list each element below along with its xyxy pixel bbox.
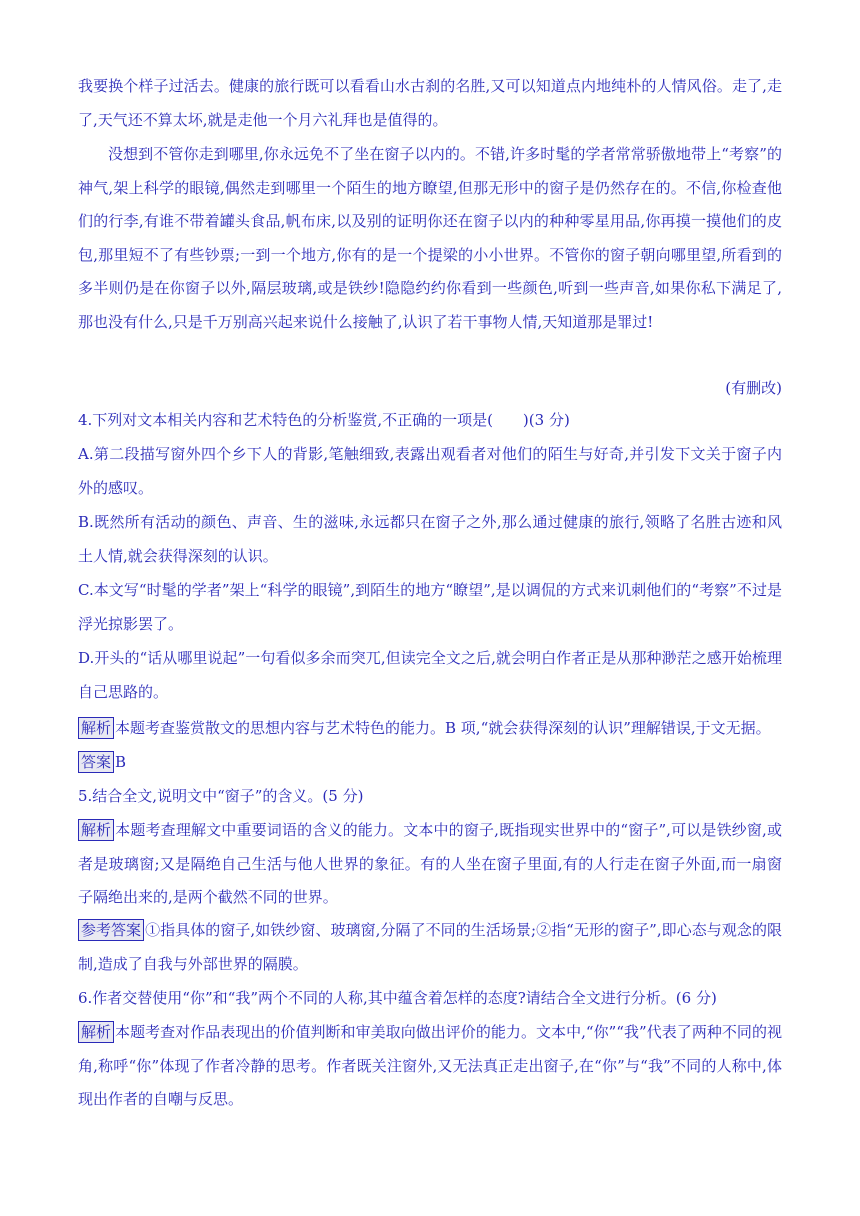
analysis-label: 解析 (78, 717, 114, 739)
question-4-option-a: A.第二段描写窗外四个乡下人的背影,笔触细致,表露出观看者对他们的陌生与好奇,并引发下文关于窗子内外的感叹。 (78, 445, 782, 497)
question-5-answer-text: ①指具体的窗子,如铁纱窗、玻璃窗,分隔了不同的生活场景;②指“无形的窗子”,即心态与观念的限制,造成了自我与外部世界的隔膜。 (78, 921, 782, 973)
analysis-label: 解析 (78, 1021, 114, 1043)
question-4-analysis (78, 712, 782, 746)
question-4-option-b: B.既然所有活动的颜色、声音、生的滋味,永远都只在窗子之外,那么通过健康的旅行,领略了名胜古迹和风土人情,就会获得深刻的认识。 (78, 513, 782, 565)
question-4-stem: 4.下列对文本相关内容和艺术特色的分析鉴赏,不正确的一项是( )(3 分) (78, 411, 570, 429)
reference-answer-label: 参考答案 (78, 919, 144, 941)
question-5-analysis (78, 814, 782, 915)
passage-paragraph-1: 我要换个样子过活去。健康的旅行既可以看看山水古刹的名胜,又可以知道点内地纯朴的人情风俗。走了,走了,天气还不算太坏,就是走他一个月六礼拜也是值得的。 (78, 77, 782, 129)
question-4-answer-text: B (115, 753, 127, 771)
question-6-stem: 6.作者交替使用“你”和“我”两个不同的人称,其中蕴含着怎样的态度?请结合全文进行分析。(6 分) (78, 989, 717, 1007)
question-6-analysis-text: 本题考查对作品表现出的价值判断和审美取向做出评价的能力。文本中,“你”“我”代表了两种不同的视角,称呼“你”体现了作者冷静的思考。作者既关注窗外,又无法真正走出窗子,在“你”与“我”不同的人称中,体现出作者的自嘲与反思。 (78, 1023, 782, 1108)
passage-paragraph-2: 没想到不管你走到哪里,你永远免不了坐在窗子以内的。不错,许多时髦的学者常常骄傲地带上“考察”的神气,架上科学的眼镜,偶然走到哪里一个陌生的地方瞭望,但那无形中的窗子是仍然存在的。不信,你检查他们的行李,有谁不带着罐头食品,帆布床,以及别的证明你还在窗子以内的种种零星用品,你再摸一摸他们的皮包,那里短不了有些钞票;一到一个地方,你有的是一个提梁的小小世界。不管你的窗子朝向哪里望,所看到的多半则仍是在你窗子以外,隔层玻璃,或是铁纱!隐隐约约你看到一些颜色,听到一些声音,如果你私下满足了,那也没有什么,只是千万别高兴起来说什么接触了,认识了若干事物人情,天知道那是罪过! (78, 145, 782, 331)
question-5-analysis-text: 本题考查理解文中重要词语的含义的能力。文本中的窗子,既指现实世界中的“窗子”,可以是铁纱窗,或者是玻璃窗;又是隔绝自己生活与他人世界的象征。有的人坐在窗子里面,有的人行走在窗子外面,而一扇窗子隔绝出来的,是两个截然不同的世界。 (78, 821, 782, 906)
question-6-analysis (78, 1016, 782, 1117)
analysis-label: 解析 (78, 819, 114, 841)
question-4-option-d: D.开头的“话从哪里说起”一句看似多余而突兀,但读完全文之后,就会明白作者正是从那种渺茫之感开始梳理自己思路的。 (78, 649, 782, 701)
question-5-stem: 5.结合全文,说明文中“窗子”的含义。(5 分) (78, 787, 364, 805)
question-5-answer (78, 914, 782, 981)
answer-label: 答案 (78, 751, 114, 773)
passage-credit: (有删改) (725, 379, 782, 397)
question-4-answer (78, 746, 782, 780)
question-4-analysis-text: 本题考查鉴赏散文的思想内容与艺术特色的能力。B 项,“就会获得深刻的认识”理解错误,于文无据。 (115, 719, 771, 737)
question-4-option-c: C.本文写“时髦的学者”架上“科学的眼镜”,到陌生的地方“瞭望”,是以调侃的方式来讥刺他们的“考察”不过是浮光掠影罢了。 (78, 581, 782, 633)
